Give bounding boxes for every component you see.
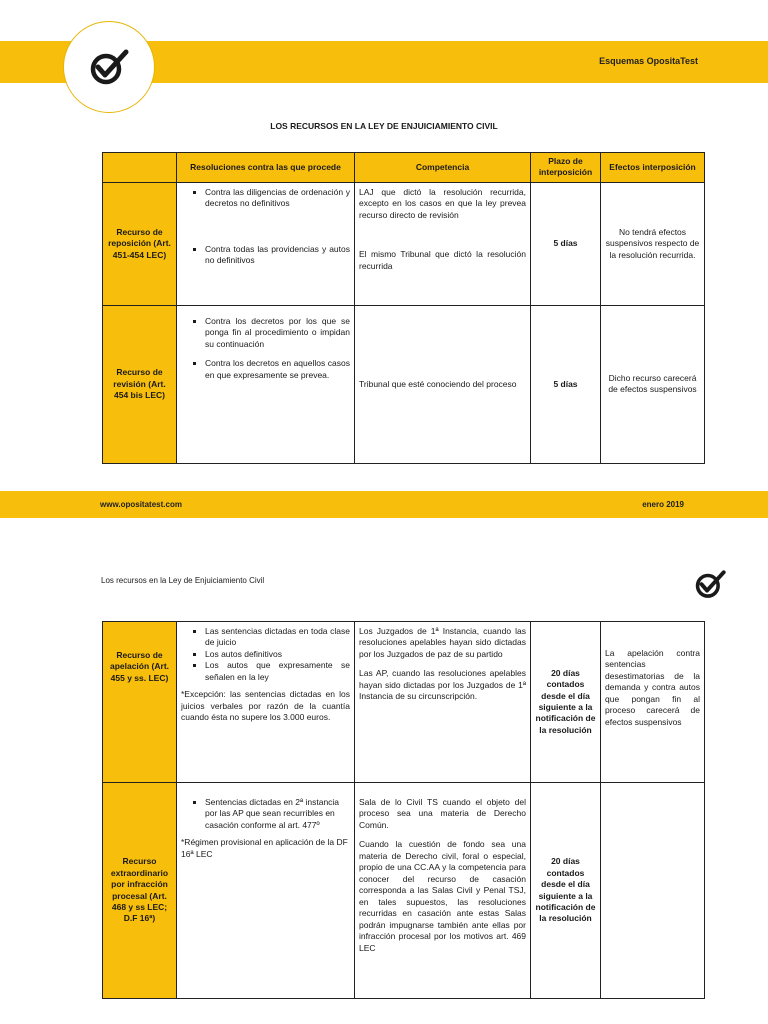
recursos-table-2 [102,621,705,999]
page2-title: Los recursos en la Ley de Enjuiciamiento Civil [101,576,265,585]
list-item: ▪ Los autos definitivos [205,649,350,660]
efectos-cell [601,783,705,999]
footer-url[interactable]: www.opositatest.com [100,500,182,509]
competencia-cell [355,622,531,783]
competencia-cell [355,783,531,999]
efectos-cell: Dicho recurso carecerá de efectos suspensivos [601,305,705,463]
table-row [103,783,705,999]
list-item: ▪ Contra las diligencias de ordenación y decretos no definitivos [205,187,350,210]
efectos-cell: No tendrá efectos suspensivos respecto de la resolución recurrida. [601,182,705,305]
page-title: LOS RECURSOS EN LA LEY DE ENJUICIAMIENTO CIVIL [270,121,498,131]
header-competencia: Competencia [355,153,531,183]
list-item: ▪ Contra los decretos por los que se ponga fin al procedimiento o impidan su continuación [205,316,350,350]
check-circle-icon [86,46,134,90]
resoluciones-cell [177,305,355,463]
competencia-text: Cuando la cuestión de fondo sea una materia de Derecho civil, foral o especial, propio de una CC.AA y la competencia para conocer del recurso de casación corresponda a las Salas Civil y Penal TSJ, en tales supuestos, las resoluciones recurridas en casación ante estas Salas podrán impugnarse también ante ellas por infracción procesal por los motivos art. 469 LEC [359,839,526,953]
footer-date: enero 2019 [642,500,684,509]
row-label: Recurso de reposición (Art. 451-454 LEC) [103,182,177,305]
header-plazo: Plazo de interposición [531,153,601,183]
competencia-text: Sala de lo Civil TS cuando el objeto del proceso sea una materia de Derecho Común. [359,797,526,830]
row-label: Recurso extraordinario por infracción procesal (Art. 468 y ss LEC; D.F 16ª) [103,783,177,999]
competencia-cell: Tribunal que esté conociendo del proceso [355,305,531,463]
table-row [103,305,705,463]
plazo-cell: 20 días contados desde el día siguiente a la notificación de la resolución [531,622,601,783]
logo [63,21,155,113]
row-label: Recurso de revisión (Art. 454 bis LEC) [103,305,177,463]
note-text: *Régimen provisional en aplicación de la DF 16ª LEC [181,837,348,859]
efectos-cell: La apelación contra sentencias desestimatorias de la demanda y contra autos que pongan fin al proceso carecerá de efectos suspensivos [601,622,705,783]
brand-name: Esquemas OpositaTest [599,56,698,66]
table-row [103,182,705,305]
recursos-table-1 [102,152,705,464]
plazo-cell: 5 días [531,182,601,305]
plazo-cell: 20 días contados desde el día siguiente a la notificación de la resolución [531,783,601,999]
table-row [103,622,705,783]
list-item: ▪ Contra todas las providencias y autos no definitivos [205,244,350,267]
competencia-cell [355,182,531,305]
header-resoluciones: Resoluciones contra las que procede [177,153,355,183]
resoluciones-cell [177,622,355,783]
list-item: ▪ Las sentencias dictadas en toda clase de juicio [205,626,350,649]
plazo-cell: 5 días [531,305,601,463]
row-label: Recurso de apelación (Art. 455 y ss. LEC) [103,622,177,783]
competencia-text: Las AP, cuando las resoluciones apelables hayan sido dictadas por los Juzgados de 1ª Instancia de su circunscripción. [359,668,526,702]
list-item: ▪ Los autos que expresamente se señalen en la ley [205,660,350,683]
list-item: ▪ Contra los decretos en aquellos casos en que expresamente se prevea. [205,358,350,381]
resoluciones-cell [177,783,355,999]
header-empty [103,153,177,183]
check-circle-icon [692,567,730,603]
competencia-text: Los Juzgados de 1ª Instancia, cuando las resoluciones apelables hayan sido dictadas por los Juzgados de paz de su partido [359,626,526,659]
header-efectos: Efectos interposición [601,153,705,183]
resoluciones-cell [177,182,355,305]
competencia-text: El mismo Tribunal que dictó la resolución recurrida [359,249,526,271]
note-text: *Excepción: las sentencias dictadas en los juicios verbales por razón de la cuantía cuando ésta no supere los 3.000 euros. [181,689,350,723]
competencia-text: LAJ que dictó la resolución recurrida, excepto en los casos en que la ley prevea recurso directo de revisión [359,186,526,220]
list-item: ▪ Sentencias dictadas en 2ª instancia por las AP que sean recurribles en casación conforme al art. 477º [205,797,350,831]
